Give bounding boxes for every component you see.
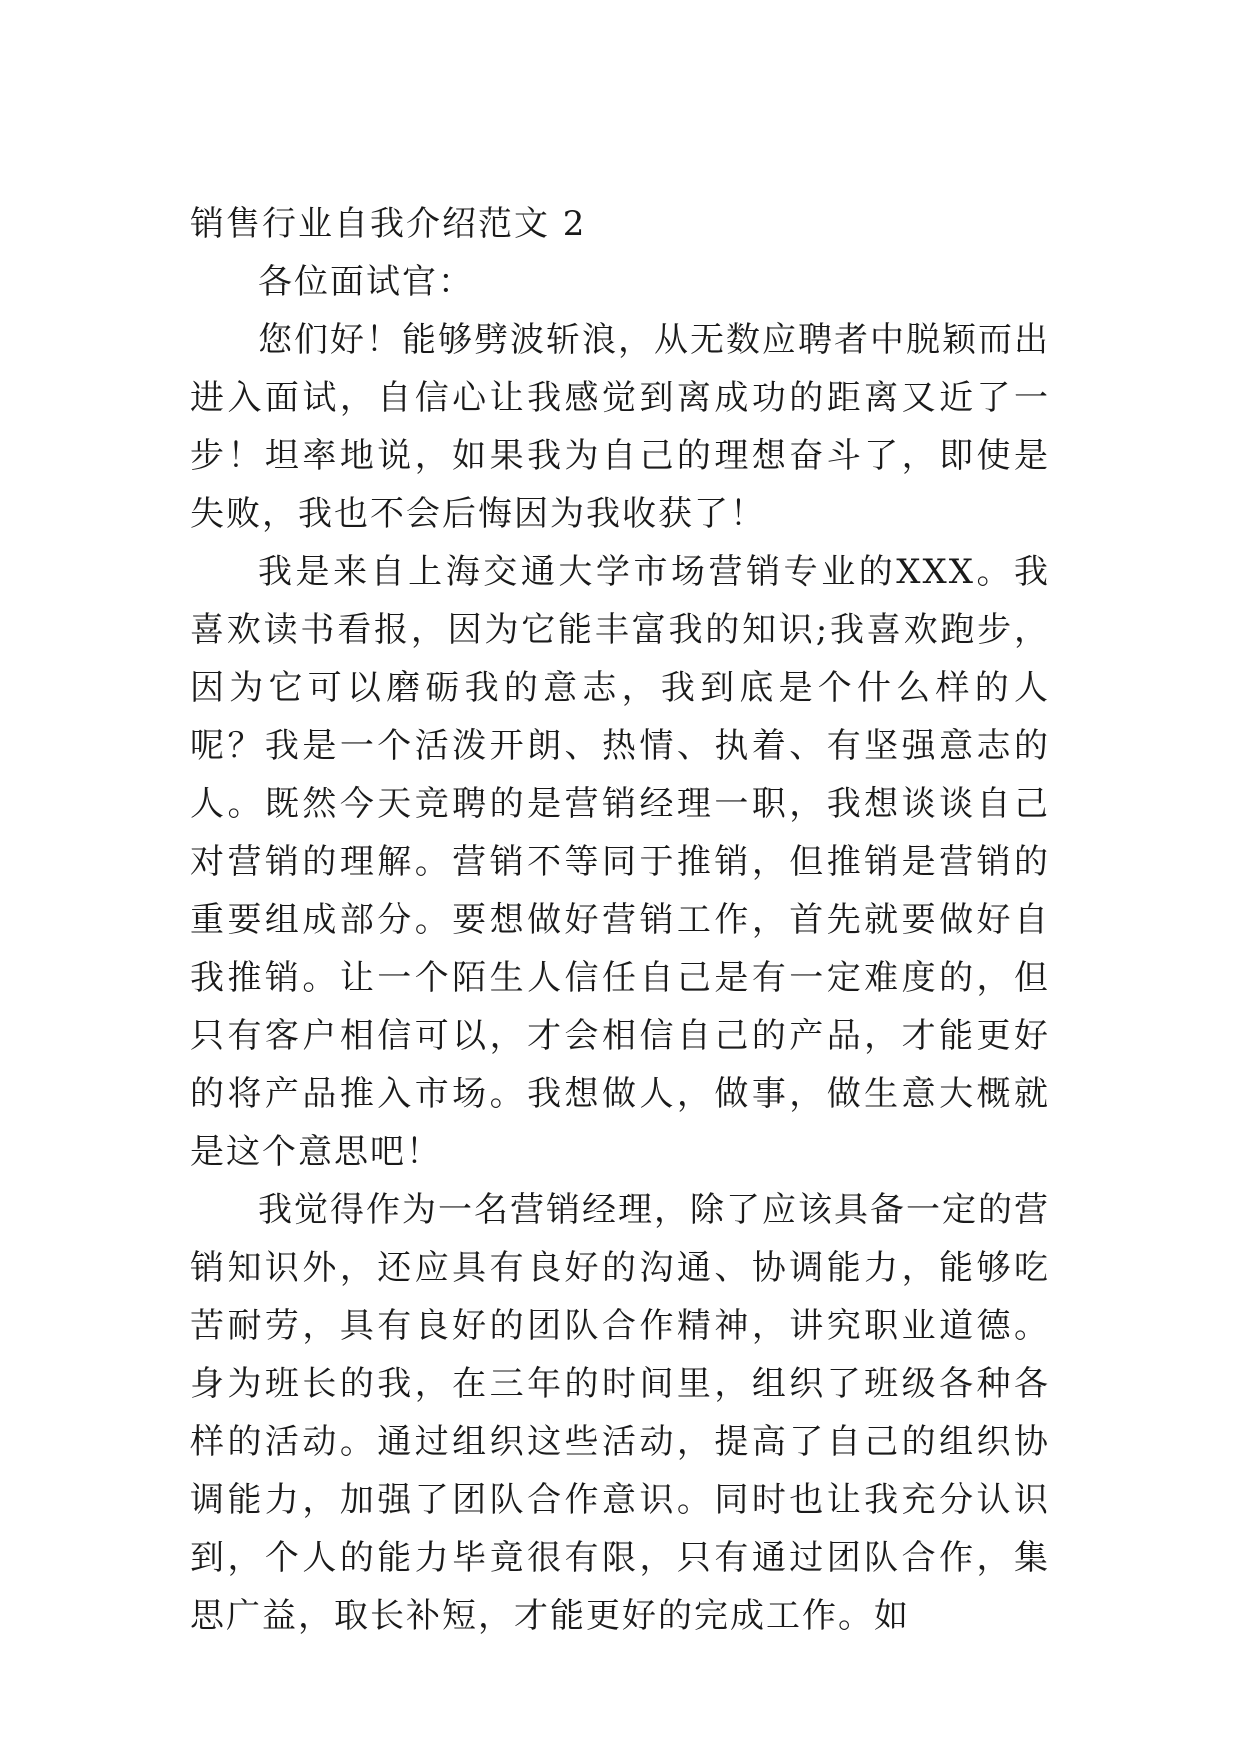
- greeting: 各位面试官：: [258, 262, 474, 302]
- document-title: 销售行业自我介绍范文 2: [190, 204, 587, 244]
- paragraph-1: 您们好！能够劈波斩浪，从无数应聘者中脱颖而出进入面试，自信心让我感觉到离成功的距离又近了一步！坦率地说，如果我为自己的理想奋斗了，即使是失败，我也不会后悔因为我收获了！: [190, 320, 1050, 534]
- document-body: [190, 195, 1050, 1645]
- paragraph-2: 我是来自上海交通大学市场营销专业的XXX。我喜欢读书看报，因为它能丰富我的知识;我喜欢跑步，因为它可以磨砺我的意志，我到底是个什么样的人呢？我是一个活泼开朗、热情、执着、有坚强意志的人。既然今天竞聘的是营销经理一职，我想谈谈自己对营销的理解。营销不等同于推销，但推销是营销的重要组成部分。要想做好营销工作，首先就要做好自我推销。让一个陌生人信任自己是有一定难度的，但只有客户相信可以，才会相信自己的产品，才能更好的将产品推入市场。我想做人，做事，做生意大概就是这个意思吧！: [190, 552, 1050, 1172]
- paragraph-3: 我觉得作为一名营销经理，除了应该具备一定的营销知识外，还应具有良好的沟通、协调能力，能够吃苦耐劳，具有良好的团队合作精神，讲究职业道德。身为班长的我，在三年的时间里，组织了班级各种各样的活动。通过组织这些活动，提高了自己的组织协调能力，加强了团队合作意识。同时也让我充分认识到，个人的能力毕竟很有限，只有通过团队合作，集思广益，取长补短，才能更好的完成工作。如: [190, 1190, 1050, 1636]
